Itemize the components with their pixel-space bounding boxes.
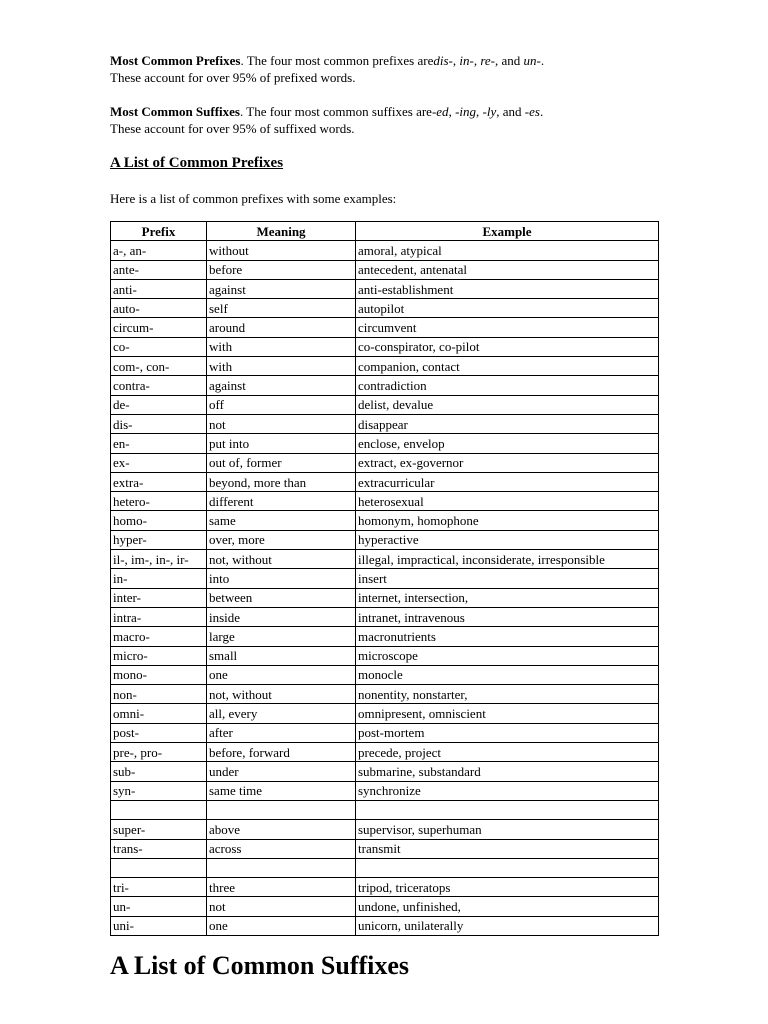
cell-prefix	[111, 858, 207, 877]
table-row	[111, 685, 659, 704]
cell-prefix: super-	[111, 820, 207, 839]
cell-example: delist, devalue	[356, 395, 659, 414]
cell-meaning: all, every	[207, 704, 356, 723]
table-row	[111, 434, 659, 453]
cell-meaning: without	[207, 241, 356, 260]
table-row	[111, 337, 659, 356]
cell-prefix: trans-	[111, 839, 207, 858]
cell-prefix: micro-	[111, 646, 207, 665]
cell-prefix: non-	[111, 685, 207, 704]
cell-meaning: between	[207, 588, 356, 607]
cell-prefix: circum-	[111, 318, 207, 337]
cell-example: antecedent, antenatal	[356, 260, 659, 279]
cell-prefix	[111, 800, 207, 819]
cell-example: synchronize	[356, 781, 659, 800]
cell-example: homonym, homophone	[356, 511, 659, 530]
table-row	[111, 646, 659, 665]
cell-meaning: three	[207, 878, 356, 897]
cell-prefix: uni-	[111, 916, 207, 935]
suffixes-line2: These account for over 95% of suffixed words.	[110, 121, 355, 136]
cell-example: heterosexual	[356, 492, 659, 511]
table-row	[111, 878, 659, 897]
cell-meaning: small	[207, 646, 356, 665]
suffixes-list-heading: A List of Common Suffixes	[110, 951, 410, 980]
cell-example: extract, ex-governor	[356, 453, 659, 472]
table-row	[111, 723, 659, 742]
cell-meaning: over, more	[207, 530, 356, 549]
cell-example: enclose, envelop	[356, 434, 659, 453]
prefixes-lead: Most Common Prefixes	[110, 53, 241, 68]
cell-example: anti-establishment	[356, 279, 659, 298]
cell-meaning: around	[207, 318, 356, 337]
cell-meaning: above	[207, 820, 356, 839]
suffixes-lead: Most Common Suffixes	[110, 104, 240, 119]
cell-example: insert	[356, 569, 659, 588]
cell-prefix: sub-	[111, 762, 207, 781]
cell-prefix: en-	[111, 434, 207, 453]
table-row	[111, 781, 659, 800]
table-row	[111, 376, 659, 395]
cell-prefix: post-	[111, 723, 207, 742]
cell-meaning	[207, 800, 356, 819]
cell-example: nonentity, nonstarter,	[356, 685, 659, 704]
cell-prefix: ante-	[111, 260, 207, 279]
sep: ,	[476, 104, 483, 119]
table-row	[111, 453, 659, 472]
table-row	[111, 241, 659, 260]
table-row	[111, 530, 659, 549]
header-example: Example	[356, 222, 659, 241]
cell-prefix: de-	[111, 395, 207, 414]
table-row	[111, 550, 659, 569]
cell-meaning: against	[207, 376, 356, 395]
cell-prefix: a-, an-	[111, 241, 207, 260]
table-row	[111, 858, 659, 877]
cell-meaning: beyond, more than	[207, 472, 356, 491]
cell-prefix: auto-	[111, 299, 207, 318]
cell-prefix: anti-	[111, 279, 207, 298]
cell-prefix: intra-	[111, 607, 207, 626]
cell-prefix: tri-	[111, 878, 207, 897]
table-row	[111, 414, 659, 433]
cell-meaning: inside	[207, 607, 356, 626]
cell-prefix: ex-	[111, 453, 207, 472]
cell-example: macronutrients	[356, 627, 659, 646]
sep: ,	[473, 53, 481, 68]
cell-meaning: after	[207, 723, 356, 742]
cell-meaning: different	[207, 492, 356, 511]
cell-example: submarine, substandard	[356, 762, 659, 781]
cell-meaning: off	[207, 395, 356, 414]
sep: ,	[452, 53, 460, 68]
prefix-in: in-	[459, 53, 474, 68]
table-row	[111, 916, 659, 935]
sep: , and	[496, 104, 525, 119]
table-row	[111, 743, 659, 762]
table-row	[111, 800, 659, 819]
cell-meaning: not	[207, 414, 356, 433]
table-row	[111, 395, 659, 414]
cell-prefix: macro-	[111, 627, 207, 646]
table-row	[111, 299, 659, 318]
table-row	[111, 820, 659, 839]
prefixes-line2: These account for over 95% of prefixed words.	[110, 70, 356, 85]
table-row	[111, 260, 659, 279]
cell-example: autopilot	[356, 299, 659, 318]
cell-example: illegal, impractical, inconsiderate, irresponsible	[356, 550, 659, 569]
cell-meaning: one	[207, 665, 356, 684]
suffixes-paragraph	[110, 103, 658, 137]
cell-example: tripod, triceratops	[356, 878, 659, 897]
table-row	[111, 665, 659, 684]
cell-example: extracurricular	[356, 472, 659, 491]
cell-example: internet, intersection,	[356, 588, 659, 607]
cell-meaning: one	[207, 916, 356, 935]
cell-example: transmit	[356, 839, 659, 858]
cell-meaning	[207, 858, 356, 877]
cell-example: companion, contact	[356, 357, 659, 376]
cell-meaning: with	[207, 337, 356, 356]
table-row	[111, 897, 659, 916]
prefix-dis: dis-	[433, 53, 453, 68]
suffixes-text: . The four most common suffixes are	[240, 104, 432, 119]
cell-prefix: in-	[111, 569, 207, 588]
cell-example: contradiction	[356, 376, 659, 395]
cell-meaning: before, forward	[207, 743, 356, 762]
table-header-row	[111, 222, 659, 241]
cell-prefix: hyper-	[111, 530, 207, 549]
sep: ,	[448, 104, 456, 119]
cell-meaning: across	[207, 839, 356, 858]
cell-prefix: hetero-	[111, 492, 207, 511]
cell-example: amoral, atypical	[356, 241, 659, 260]
cell-meaning: against	[207, 279, 356, 298]
cell-example: monocle	[356, 665, 659, 684]
cell-meaning: large	[207, 627, 356, 646]
cell-prefix: com-, con-	[111, 357, 207, 376]
cell-prefix: omni-	[111, 704, 207, 723]
cell-example: co-conspirator, co-pilot	[356, 337, 659, 356]
table-row	[111, 704, 659, 723]
cell-meaning: same	[207, 511, 356, 530]
table-row	[111, 357, 659, 376]
table-row	[111, 472, 659, 491]
header-meaning: Meaning	[207, 222, 356, 241]
cell-meaning: out of, former	[207, 453, 356, 472]
cell-prefix: syn-	[111, 781, 207, 800]
cell-meaning: same time	[207, 781, 356, 800]
cell-prefix: contra-	[111, 376, 207, 395]
cell-example: disappear	[356, 414, 659, 433]
intro-text: Here is a list of common prefixes with some examples:	[110, 191, 397, 206]
prefixes-list-heading: A List of Common Prefixes	[110, 155, 284, 171]
table-row	[111, 318, 659, 337]
table-row	[111, 839, 659, 858]
table-row	[111, 627, 659, 646]
cell-meaning: put into	[207, 434, 356, 453]
cell-example: precede, project	[356, 743, 659, 762]
table-row	[111, 279, 659, 298]
prefix-re: re-	[480, 53, 495, 68]
cell-meaning: not, without	[207, 685, 356, 704]
table-row	[111, 569, 659, 588]
cell-example: supervisor, superhuman	[356, 820, 659, 839]
sep: , and	[495, 53, 524, 68]
document-page	[110, 52, 658, 980]
table-row	[111, 588, 659, 607]
cell-meaning: not	[207, 897, 356, 916]
suffix-ed: -ed	[431, 104, 449, 119]
table-body	[111, 241, 659, 936]
cell-prefix: co-	[111, 337, 207, 356]
cell-meaning: under	[207, 762, 356, 781]
suffix-ly: -ly	[482, 104, 497, 119]
cell-prefix: inter-	[111, 588, 207, 607]
cell-example: hyperactive	[356, 530, 659, 549]
prefix-table	[110, 221, 659, 936]
suffix-ing: -ing	[455, 104, 477, 119]
cell-example: microscope	[356, 646, 659, 665]
cell-prefix: homo-	[111, 511, 207, 530]
cell-meaning: into	[207, 569, 356, 588]
cell-meaning: self	[207, 299, 356, 318]
cell-meaning: with	[207, 357, 356, 376]
period: .	[539, 104, 544, 119]
cell-prefix: un-	[111, 897, 207, 916]
cell-example: unicorn, unilaterally	[356, 916, 659, 935]
cell-example	[356, 800, 659, 819]
cell-example: undone, unfinished,	[356, 897, 659, 916]
cell-meaning: before	[207, 260, 356, 279]
cell-prefix: pre-, pro-	[111, 743, 207, 762]
prefixes-text: . The four most common prefixes are	[240, 53, 434, 68]
table-row	[111, 511, 659, 530]
prefix-un: un-	[523, 53, 541, 68]
period: .	[540, 53, 545, 68]
cell-example: intranet, intravenous	[356, 607, 659, 626]
cell-example: circumvent	[356, 318, 659, 337]
suffix-es: -es	[524, 104, 540, 119]
table-row	[111, 762, 659, 781]
cell-example	[356, 858, 659, 877]
table-row	[111, 607, 659, 626]
cell-prefix: il-, im-, in-, ir-	[111, 550, 207, 569]
cell-prefix: dis-	[111, 414, 207, 433]
cell-prefix: mono-	[111, 665, 207, 684]
cell-example: omnipresent, omniscient	[356, 704, 659, 723]
table-row	[111, 492, 659, 511]
cell-meaning: not, without	[207, 550, 356, 569]
prefixes-paragraph	[110, 52, 658, 86]
header-prefix: Prefix	[111, 222, 207, 241]
cell-example: post-mortem	[356, 723, 659, 742]
cell-prefix: extra-	[111, 472, 207, 491]
